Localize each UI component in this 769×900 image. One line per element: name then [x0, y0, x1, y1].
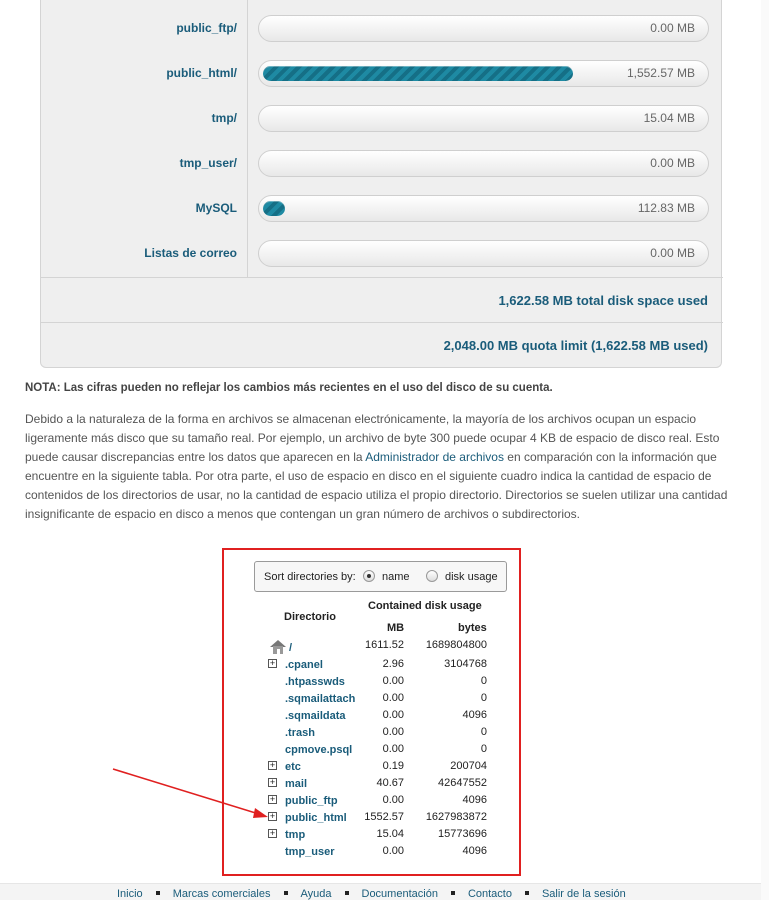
- dir-name-link[interactable]: .trash: [285, 727, 315, 739]
- note-text: NOTA: Las cifras pueden no reflejar los cambios más recientes en el uso del disco de su cuenta.: [25, 382, 553, 394]
- table-row: [264, 793, 494, 810]
- dir-name-link[interactable]: .cpanel: [285, 659, 323, 671]
- dir-mb: 0.19: [382, 760, 404, 772]
- total-disk-used-row: [41, 277, 723, 322]
- scrollbar[interactable]: [761, 0, 769, 900]
- table-row: [264, 844, 494, 861]
- usage-row: [41, 96, 723, 141]
- dir-mb: 0.00: [382, 675, 404, 687]
- col-mb: MB: [387, 622, 405, 634]
- dir-name-link[interactable]: /: [289, 642, 293, 654]
- disk-usage-panel: [40, 0, 722, 368]
- expand-icon[interactable]: +: [269, 658, 276, 668]
- expand-icon[interactable]: +: [269, 777, 276, 787]
- dir-name-link[interactable]: mail: [285, 778, 308, 790]
- usage-row: [41, 141, 723, 186]
- usage-value: 1,552.57 MB: [626, 66, 695, 80]
- usage-value: 15.04 MB: [643, 111, 695, 125]
- table-row: [264, 638, 494, 655]
- dir-mb: 0.00: [382, 726, 404, 738]
- usage-label: MySQL: [195, 201, 237, 215]
- paragraph-text-1: Debido a la naturaleza de la forma en archivos se almacenan electrónicamente, la mayoría de los archivos ocupan un espacio ligeramente más disco que su tamaño real. Por ejemplo, un archivo de byte 300 puede ocupar 4 KB de espacio de disco real. Esto puede causar discrepancias entre los datos que aparecen en la: [25, 412, 720, 464]
- usage-label: public_html/: [166, 66, 237, 80]
- usage-label: tmp/: [211, 111, 237, 125]
- footer-separator: [525, 891, 529, 895]
- expand-icon[interactable]: +: [269, 828, 276, 838]
- dir-mb: 0.00: [382, 692, 404, 704]
- dir-name-link[interactable]: etc: [285, 761, 301, 773]
- dir-mb: 1611.52: [365, 639, 404, 651]
- sort-name-radio[interactable]: [363, 570, 375, 582]
- usage-bar: [258, 240, 709, 267]
- footer-link[interactable]: Inicio: [117, 888, 143, 900]
- dir-name-link[interactable]: public_html: [285, 812, 347, 824]
- dir-mb: 0.00: [382, 743, 404, 755]
- footer-link[interactable]: Contacto: [467, 888, 512, 900]
- dir-bytes: 42647552: [438, 777, 487, 789]
- home-icon: [269, 638, 287, 655]
- usage-label: Listas de correo: [144, 246, 237, 260]
- usage-bar: [258, 60, 709, 87]
- sort-name-label[interactable]: name: [382, 571, 410, 583]
- dir-bytes: 1627983872: [425, 811, 487, 823]
- dir-bytes: 4096: [462, 794, 487, 806]
- dir-mb: 2.96: [382, 658, 404, 670]
- dir-name-link[interactable]: tmp: [285, 829, 306, 841]
- table-row: [264, 691, 494, 708]
- dir-mb: 0.00: [382, 794, 404, 806]
- explanation-paragraph: [25, 410, 745, 524]
- table-row: [264, 725, 494, 742]
- usage-bar-fill: [263, 201, 285, 216]
- table-row: [264, 742, 494, 759]
- usage-row: [41, 186, 723, 231]
- usage-bar: [258, 150, 709, 177]
- table-row: [264, 776, 494, 793]
- table-row: [264, 810, 494, 827]
- footer-separator: [345, 891, 349, 895]
- footer-link[interactable]: Documentación: [361, 888, 438, 900]
- sort-usage-label[interactable]: disk usage: [445, 571, 498, 583]
- table-row: [264, 759, 494, 776]
- footer-link[interactable]: Marcas comerciales: [172, 888, 271, 900]
- paragraph-text-2: en comparación con la información que encuentre en la siguiente tabla. Por otra parte, el uso de espacio en disco en el siguiente cuadro indica la cantidad de espacio de contenidos de los directorios de usar, no la cantidad de espacio utiliza el propio directorio. Directorios se suelen utilizar una cantidad insignificante de espacio en disco a menos que contengan un gran número de archivos o subdirectorios.: [25, 450, 728, 521]
- footer-link[interactable]: Ayuda: [300, 888, 332, 900]
- expand-icon[interactable]: +: [269, 760, 276, 770]
- dir-name-link[interactable]: .sqmailattach: [285, 693, 356, 705]
- dir-bytes: 0: [480, 675, 487, 687]
- dir-mb: 1552.57: [364, 811, 404, 823]
- dir-name-link[interactable]: cpmove.psql: [285, 744, 353, 756]
- file-manager-link[interactable]: Administrador de archivos: [365, 450, 504, 464]
- dir-bytes: 200704: [450, 760, 487, 772]
- dir-bytes: 0: [480, 726, 487, 738]
- usage-label: public_ftp/: [176, 21, 237, 35]
- expand-icon[interactable]: +: [269, 794, 276, 804]
- footer-separator: [284, 891, 288, 895]
- col-bytes: bytes: [458, 622, 487, 634]
- footer-link[interactable]: Salir de la sesión: [541, 888, 626, 900]
- dir-bytes: 0: [480, 692, 487, 704]
- quota-limit: 2,048.00 MB quota limit (1,622.58 MB used): [443, 338, 708, 353]
- dir-mb: 15.04: [376, 828, 404, 840]
- table-row: [264, 674, 494, 691]
- dir-bytes: 1689804800: [425, 639, 487, 651]
- sort-label: Sort directories by:: [264, 571, 356, 583]
- footer-separator: [156, 891, 160, 895]
- col-contained-usage: Contained disk usage: [368, 600, 482, 612]
- usage-value: 112.83 MB: [637, 201, 695, 215]
- table-row: [264, 708, 494, 725]
- usage-label: tmp_user/: [179, 156, 237, 170]
- sort-usage-radio[interactable]: [426, 570, 438, 582]
- usage-bar: [258, 15, 709, 42]
- usage-bar: [258, 105, 709, 132]
- total-disk-used: 1,622.58 MB total disk space used: [498, 293, 708, 308]
- table-row: [264, 827, 494, 844]
- quota-limit-row: [41, 322, 723, 367]
- usage-value: 0.00 MB: [650, 21, 695, 35]
- expand-icon[interactable]: +: [269, 811, 276, 821]
- usage-row: [41, 231, 723, 276]
- usage-row: [41, 6, 723, 51]
- dir-name-link[interactable]: .htpasswds: [285, 676, 345, 688]
- dir-mb: 0.00: [382, 709, 404, 721]
- footer: [0, 883, 769, 900]
- sort-options: [254, 561, 507, 592]
- usage-value: 0.00 MB: [650, 156, 695, 170]
- dir-name-link[interactable]: public_ftp: [285, 795, 338, 807]
- dir-bytes: 0: [480, 743, 487, 755]
- usage-bar: [258, 195, 709, 222]
- dir-mb: 0.00: [382, 845, 404, 857]
- table-row: [264, 657, 494, 674]
- dir-bytes: 15773696: [438, 828, 487, 840]
- dir-bytes: 4096: [462, 709, 487, 721]
- dir-name-link[interactable]: tmp_user: [285, 846, 335, 858]
- dir-name-link[interactable]: .sqmaildata: [285, 710, 346, 722]
- usage-row: [41, 51, 723, 96]
- dir-bytes: 3104768: [444, 658, 487, 670]
- dir-bytes: 4096: [462, 845, 487, 857]
- dir-mb: 40.67: [376, 777, 404, 789]
- usage-value: 0.00 MB: [650, 246, 695, 260]
- footer-separator: [451, 891, 455, 895]
- usage-bar-fill: [263, 66, 573, 81]
- col-directory: Directorio: [284, 611, 336, 623]
